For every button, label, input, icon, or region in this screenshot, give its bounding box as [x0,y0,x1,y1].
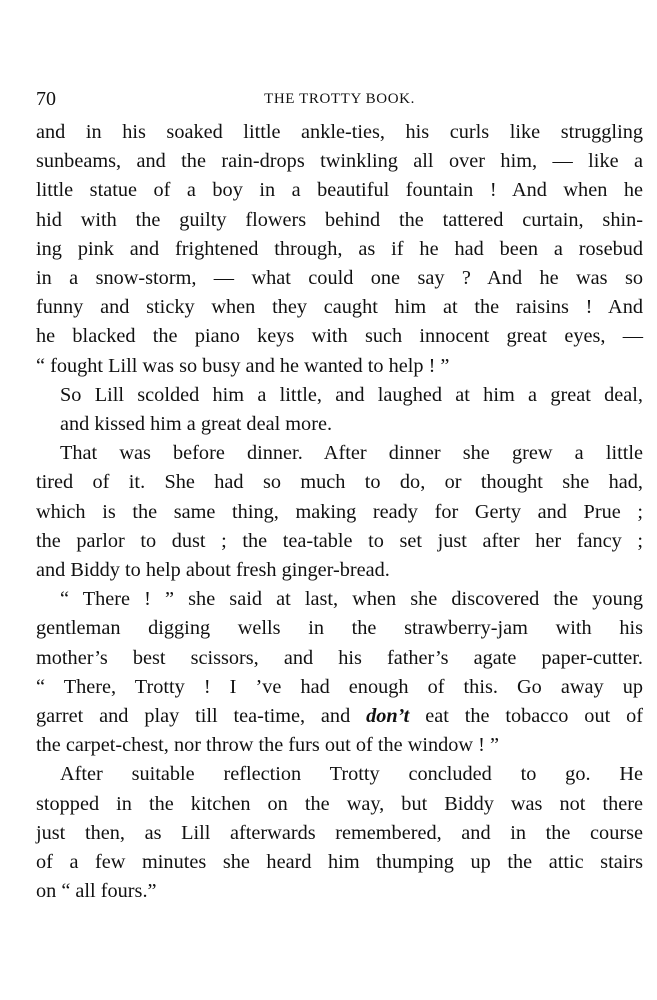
text-line: hid with the guilty flowers behind the tattered curtain, shin- [36,208,643,231]
text-line: stopped in the kitchen on the way, but Biddy was not there [36,792,643,815]
paragraph-3 [36,439,643,585]
text-line: So Lill scolded him a little, and laughed at him a great deal, [60,383,643,406]
text-line: he blacked the piano keys with such innocent great eyes, — [36,325,643,348]
text-line: in a snow-storm, — what could one say ? And he was so [36,267,643,290]
text-line: “ There, Trotty ! I ’ve had enough of this. Go away up [36,675,643,698]
text-line: little statue of a boy in a beautiful fountain ! And when he [36,179,643,202]
running-head: THE TROTTY BOOK. [264,91,415,107]
paragraph-1 [36,118,643,381]
text-segment: garret and play till tea-time, and [36,705,367,728]
text-line: tired of it. She had so much to do, or thought she had, [36,471,643,494]
text-line: the parlor to dust ; the tea-table to set just after her fancy ; [36,529,643,552]
paragraph-2 [36,381,643,439]
text-line: just then, as Lill afterwards remembered, and in the course [36,821,643,844]
text-line: and kissed him a great deal more. [60,413,333,436]
emphasized-word: don’t [366,705,410,728]
paragraph-5 [36,760,643,906]
text-line: gentleman digging wells in the strawberry-jam with his [36,617,643,640]
text-line: of a few minutes she heard him thumping up the attic stairs [36,851,643,874]
text-line: mother’s best scissors, and his father’s agate paper-cutter. [36,646,643,669]
text-line: and Biddy to help about fresh ginger-bread. [36,559,390,582]
text-line: which is the same thing, making ready for Gerty and Prue ; [36,500,643,523]
text-line: “ There ! ” she said at last, when she discovered the young [60,588,643,611]
text-line: “ fought Lill was so busy and he wanted to help ! ” [36,354,450,377]
text-line: sunbeams, and the rain-drops twinkling all over him, — like a [36,150,643,173]
text-line: That was before dinner. After dinner she grew a little [60,442,643,465]
paragraph-4 [36,585,643,760]
text-line: on “ all fours.” [36,880,157,903]
text-line: the carpet-chest, nor throw the furs out of the window ! ” [36,734,499,757]
text-line: and in his soaked little ankle-ties, his curls like struggling [36,121,643,143]
text-line: funny and sticky when they caught him at the raisins ! And [36,296,643,319]
body-text [36,118,643,906]
page-number: 70 [36,88,56,110]
book-page [36,84,643,906]
page-header [36,84,643,114]
text-line [36,702,643,731]
text-line: ing pink and frightened through, as if he had been a rosebud [36,237,643,260]
text-line: After suitable reflection Trotty concluded to go. He [60,763,643,786]
text-segment: eat the tobacco out of [409,705,644,728]
